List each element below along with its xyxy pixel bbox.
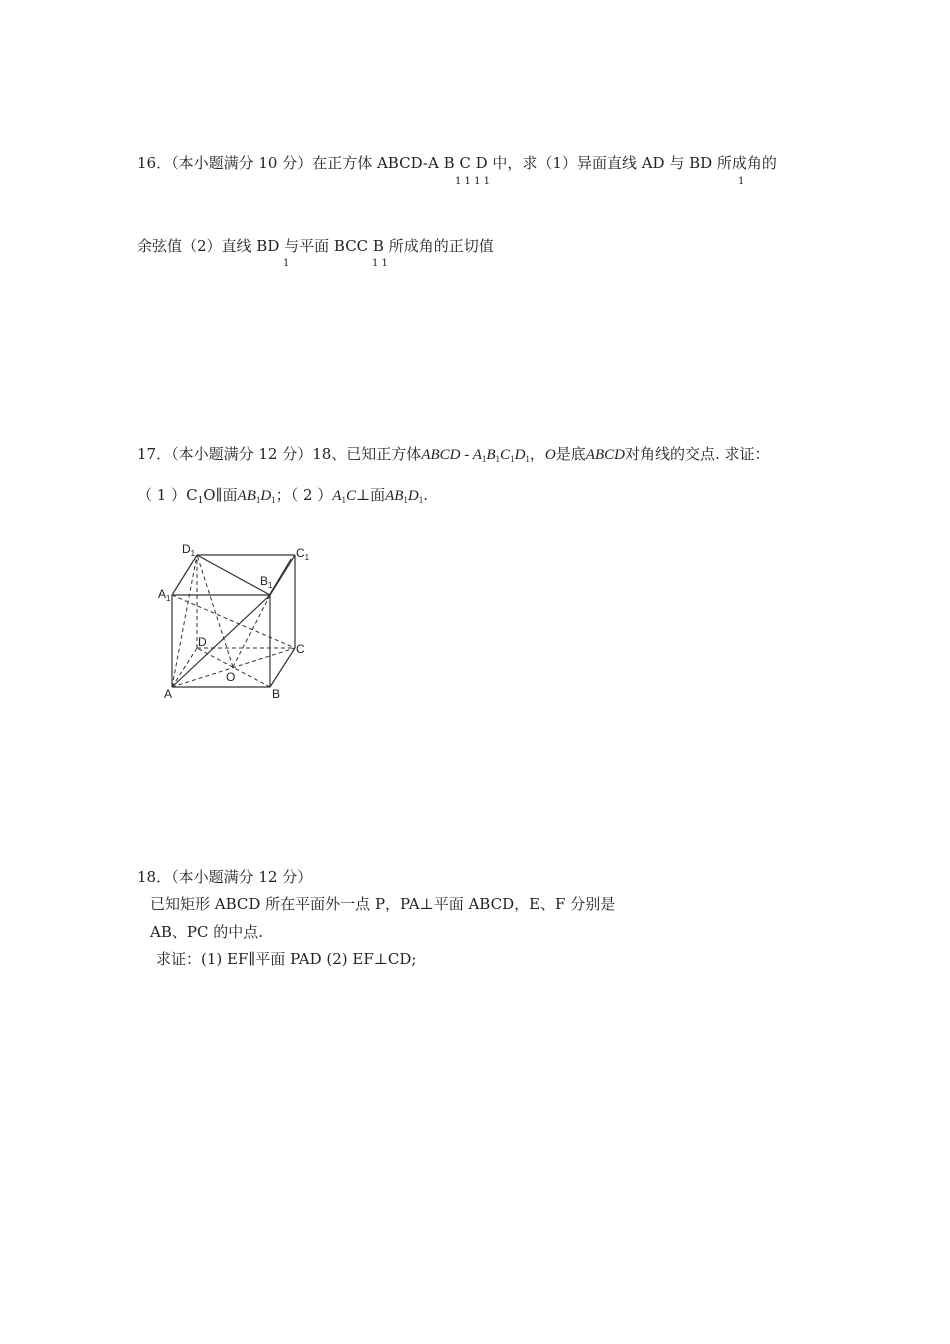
q16-line2-subscript-bd: 1	[283, 258, 290, 269]
q17-line1: 17．（本小题满分 12 分）18、已知正方体ABCD - $A_1B_1C_1D_1$，O是底ABCD对角线的交点. 求证：	[137, 445, 770, 464]
q17-part1: （ 1 ）$C_1O\parallel$面$AB_1D_1$	[137, 486, 276, 506]
q17-head: 17．（本小题满分 12 分）18、已知正方体	[137, 445, 422, 463]
q18-line2: AB、PC 的中点.	[150, 923, 263, 941]
label-a1: $A_1$	[158, 587, 171, 603]
label-b1: $B_1$	[260, 574, 273, 590]
edge-b-c	[270, 648, 295, 687]
line-o-b1-hidden	[233, 595, 270, 667]
q16-line1-subscript-bd: 1	[738, 176, 745, 187]
label-d1: $D_1$	[182, 542, 196, 558]
label-a: A	[164, 687, 173, 701]
label-c1: $C_1$	[296, 546, 310, 562]
label-d: D	[198, 635, 207, 649]
label-o: O	[226, 670, 236, 684]
q16-line2-subscript-bcc: 1 1	[372, 258, 388, 269]
q18-head: 18．（本小题满分 12 分）	[137, 868, 313, 886]
q18-line3: 求证：(1) EF∥平面 PAD (2) EF⊥CD;	[156, 950, 417, 968]
q17-cube-name: ABCD - $A_1B_1C_1D_1$	[421, 447, 530, 464]
label-c: C	[296, 642, 305, 656]
edge-b1-c1	[270, 555, 295, 595]
q16-line1: 16．（本小题满分 10 分）在正方体 ABCD-A B C D 中，求（1）异面直线 AD 与 BD 所成角的	[137, 154, 777, 172]
diag-a1-c-hidden	[172, 595, 295, 648]
diag-b1-c1-double	[267, 559, 291, 599]
q18-line1: 已知矩形 ABCD 所在平面外一点 P，PA⊥平面 ABCD，E、F 分别是	[150, 895, 616, 913]
label-b: B	[272, 687, 281, 701]
q17-point-o: O	[544, 447, 556, 463]
cube-figure	[140, 535, 330, 705]
q16-line1-subscripts: 1 1 1 1	[455, 176, 490, 187]
q17-part2: $A_1C\perp$面$AB_1D_1$.	[332, 486, 429, 505]
q16-line2: 余弦值（2）直线 BD 与平面 BCC B 所成角的正切值	[137, 237, 494, 255]
q17-line2: （ 1 ）$C_1O\parallel$面$AB_1D_1$；（ 2 ）$A_1C\perp$面$AB_1D_1$.	[137, 486, 429, 506]
q17-base: ABCD	[585, 447, 625, 463]
